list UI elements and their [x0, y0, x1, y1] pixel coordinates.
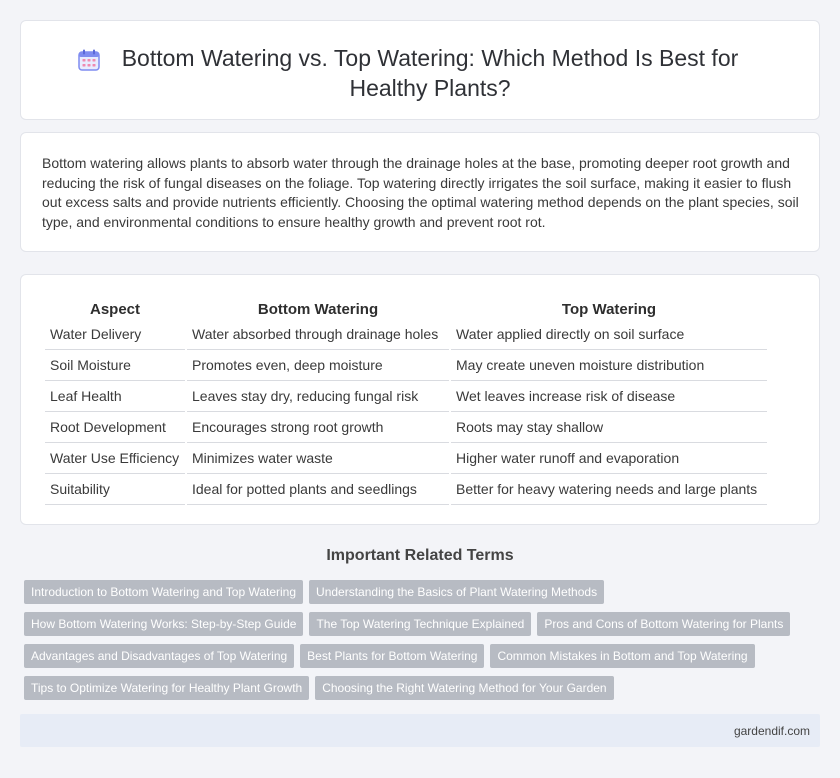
column-header-aspect: Aspect	[89, 300, 141, 318]
related-term-link[interactable]: Common Mistakes in Bottom and Top Watering	[490, 644, 754, 668]
table-row	[45, 319, 767, 350]
table-row	[45, 381, 767, 412]
table-cell-bottom: Leaves stay dry, reducing fungal risk	[187, 381, 449, 412]
table-cell-bottom: Water absorbed through drainage holes	[187, 319, 449, 350]
table-row	[45, 350, 767, 381]
table-cell-aspect: Soil Moisture	[45, 350, 185, 381]
table-cell-bottom: Ideal for potted plants and seedlings	[187, 474, 449, 505]
column-header-top-watering: Top Watering	[561, 300, 657, 318]
related-term-link[interactable]: How Bottom Watering Works: Step-by-Step Guide	[24, 612, 303, 636]
footer	[20, 714, 820, 747]
table-cell-bottom: Promotes even, deep moisture	[187, 350, 449, 381]
table-row	[45, 412, 767, 443]
title-card	[20, 20, 820, 120]
table-cell-aspect: Root Development	[45, 412, 185, 443]
related-term-link[interactable]: Advantages and Disadvantages of Top Watering	[24, 644, 294, 668]
page-title: Bottom Watering vs. Top Watering: Which Method Is Best for Healthy Plants?	[121, 45, 739, 101]
related-term-link[interactable]: Choosing the Right Watering Method for Your Garden	[315, 676, 613, 700]
related-terms-list	[24, 580, 804, 708]
related-term-link[interactable]: Best Plants for Bottom Watering	[300, 644, 484, 668]
table-cell-aspect: Water Use Efficiency	[45, 443, 185, 474]
table-row	[45, 443, 767, 474]
comparison-table-card	[20, 274, 820, 525]
related-term-link[interactable]: Introduction to Bottom Watering and Top Watering	[24, 580, 303, 604]
table-cell-aspect: Suitability	[45, 474, 185, 505]
related-term-link[interactable]: Understanding the Basics of Plant Watering Methods	[309, 580, 604, 604]
related-term-link[interactable]: Pros and Cons of Bottom Watering for Plants	[537, 612, 790, 636]
related-term-link[interactable]: Tips to Optimize Watering for Healthy Plant Growth	[24, 676, 309, 700]
table-cell-top: Higher water runoff and evaporation	[451, 443, 767, 474]
table-cell-top: May create uneven moisture distribution	[451, 350, 767, 381]
related-term-link[interactable]: The Top Watering Technique Explained	[309, 612, 531, 636]
table-cell-bottom: Encourages strong root growth	[187, 412, 449, 443]
table-cell-top: Water applied directly on soil surface	[451, 319, 767, 350]
comparison-table	[43, 295, 769, 505]
intro-card	[20, 132, 820, 252]
intro-paragraph: Bottom watering allows plants to absorb water through the drainage holes at the base, promoting deeper root growth and reducing the risk of fungal diseases on the foliage. Top watering directly irrigates the soil surface, making it easier to flush out excess salts and provide nutrients efficiently. Choosing the optimal watering method depends on the plant species, soil type, and environmental conditions to ensure healthy growth and prevent root rot.	[42, 155, 799, 230]
related-terms-heading: Important Related Terms	[326, 547, 514, 564]
table-cell-aspect: Leaf Health	[45, 381, 185, 412]
site-name[interactable]: gardendif.com	[733, 724, 810, 738]
table-cell-aspect: Water Delivery	[45, 319, 185, 350]
table-cell-top: Roots may stay shallow	[451, 412, 767, 443]
column-header-bottom-watering: Bottom Watering	[257, 300, 379, 318]
table-cell-top: Wet leaves increase risk of disease	[451, 381, 767, 412]
table-cell-bottom: Minimizes water waste	[187, 443, 449, 474]
table-cell-top: Better for heavy watering needs and large plants	[451, 474, 767, 505]
table-row	[45, 474, 767, 505]
table-header-row	[45, 295, 767, 319]
